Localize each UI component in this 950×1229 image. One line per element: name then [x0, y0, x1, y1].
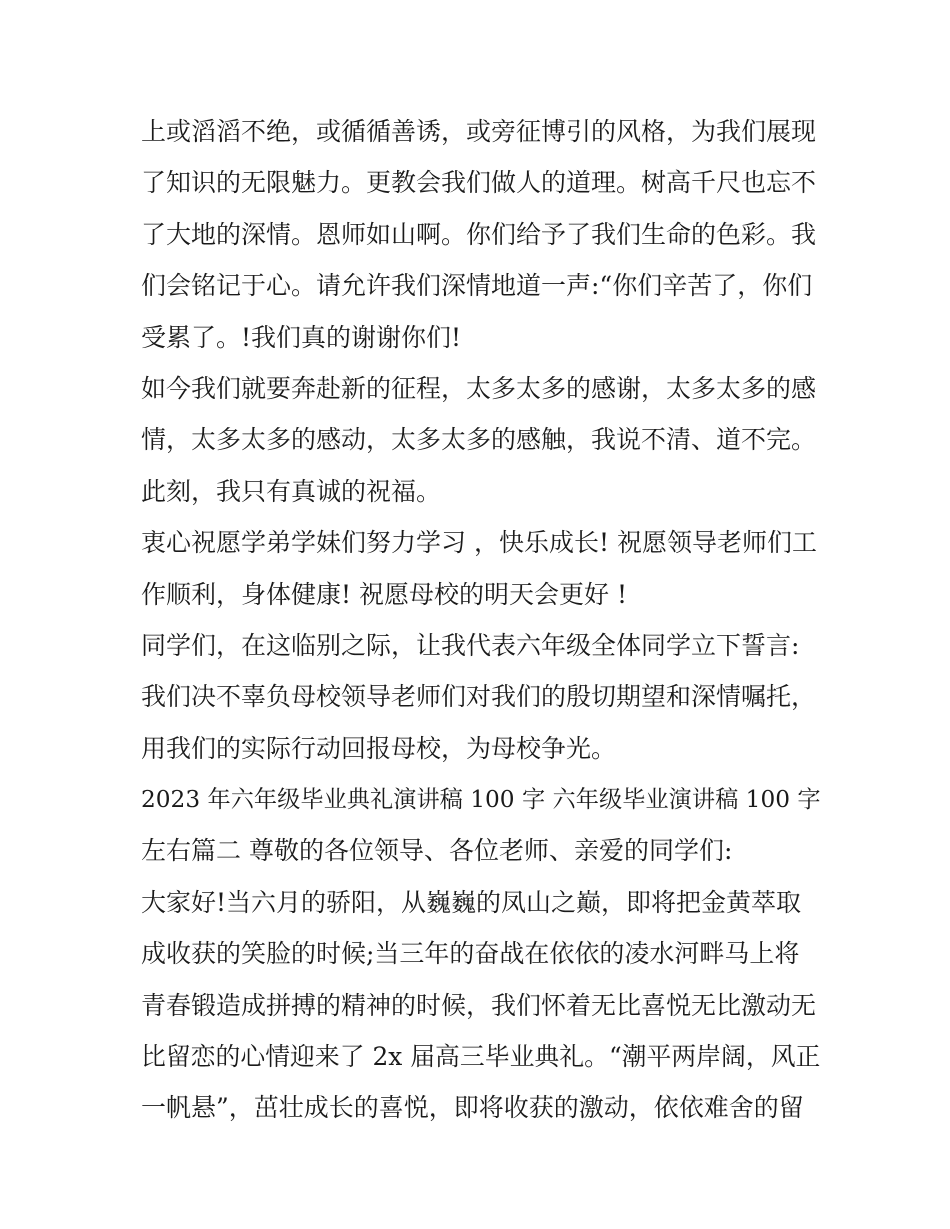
text-line: 们会铭记于心。请允许我们深情地道一声:“你们辛苦了，你们	[141, 271, 813, 301]
text-line: 作顺利，身体健康! 祝愿母校的明天会更好 !	[141, 579, 627, 609]
text-line: 了大地的深情。恩师如山啊。你们给予了我们生命的色彩。我	[141, 219, 817, 249]
text-line: 受累了。!我们真的谢谢你们!	[141, 322, 462, 352]
text-line: 一帆悬”，茁壮成长的喜悦，即将收获的激动，依依难舍的留	[141, 1093, 804, 1123]
text-line: 大家好!当六月的骄阳，从巍巍的凤山之巅，即将把金黄萃取	[141, 887, 802, 917]
text-line: 青春锻造成拼搏的精神的时候，我们怀着无比喜悦无比激动无	[141, 990, 817, 1020]
text-line: 成收获的笑脸的时候;当三年的奋战在依依的凌水河畔马上将	[141, 939, 800, 969]
text-line: 上或滔滔不绝，或循循善诱，或旁征博引的风格，为我们展现	[141, 117, 817, 146]
text-line: 左右篇二 尊敬的各位领导、各位老师、亲爱的同学们:	[141, 836, 733, 866]
text-line: 同学们，在这临别之际，让我代表六年级全体同学立下誓言:	[141, 630, 800, 660]
text-line: 如今我们就要奔赴新的征程，太多太多的感谢，太多太多的感	[141, 373, 817, 403]
text-line: 用我们的实际行动回报母校，为母校争光。	[141, 733, 617, 763]
document-body	[141, 106, 821, 1134]
text-line: 了知识的无限魅力。更教会我们做人的道理。树高千尺也忘不	[141, 168, 817, 198]
text-line: 2023 年六年级毕业典礼演讲稿 100 字 六年级毕业演讲稿 100 字	[141, 786, 821, 814]
text-line: 此刻，我只有真诚的祝福。	[141, 476, 442, 506]
text-line: 我们决不辜负母校领导老师们对我们的殷切期望和深情嘱托，	[141, 682, 817, 712]
text-line: 情，太多太多的感动，太多太多的感触，我说不清、道不完。	[141, 425, 817, 455]
text-line: 衷心祝愿学弟学妹们努力学习 ，快乐成长! 祝愿领导老师们工	[141, 528, 817, 558]
text-line: 比留恋的心情迎来了 2x 届高三毕业典礼。“潮平两岸阔，风正	[141, 1042, 821, 1072]
